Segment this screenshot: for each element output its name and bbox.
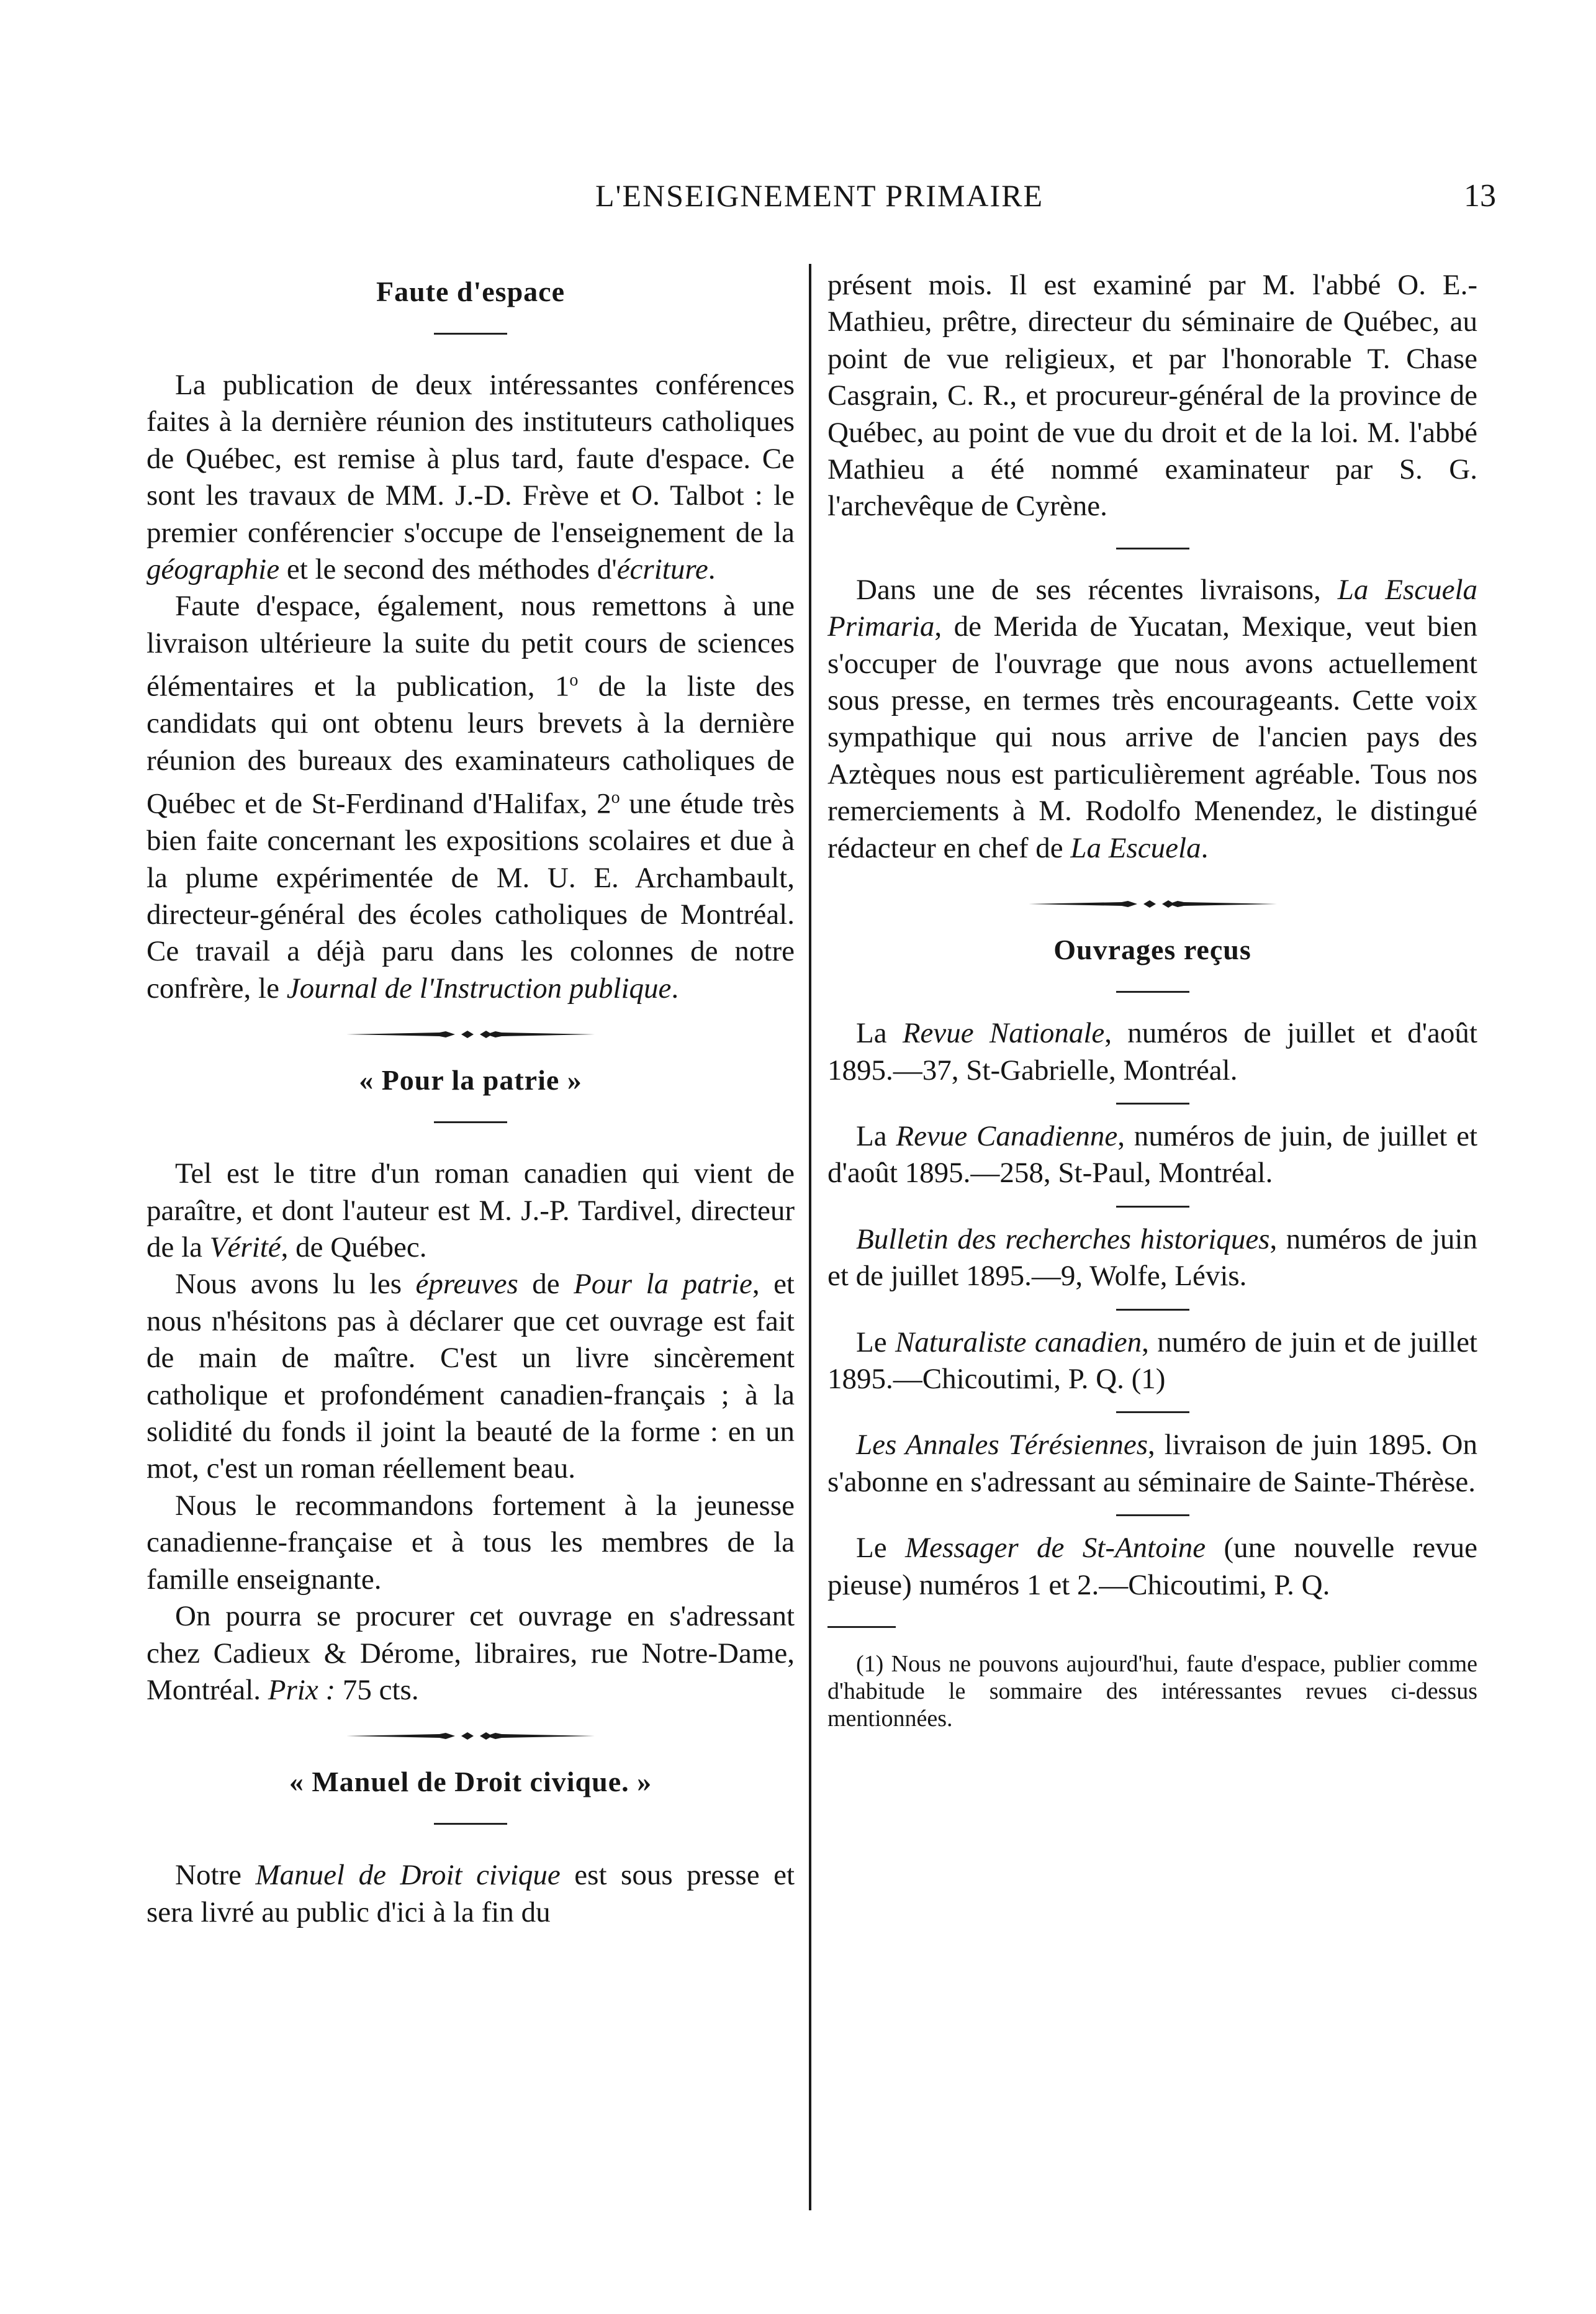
patrie-paragraph-4 (147, 1598, 795, 1709)
italic-run: Messager de St-Antoine (904, 1532, 1206, 1565)
section-heading-ouvrages: Ouvrages reçus (1053, 934, 1251, 966)
text-run: Le (856, 1532, 905, 1565)
text-run: 75 cts. (335, 1673, 419, 1706)
text-run: , de Merida de Yucatan, Mexique, veut bien s'occuper de l'ouvrage que nous avons actuellement sous presse, en termes très encourageants. Cette voix sympathique qui nous arrive de l'ancien pays des Aztèques nous est particulièrement agréable. Tous nos remerciements à M. Rodolfo Menendez, le distingué rédacteur en chef de (827, 610, 1477, 864)
italic-run: Prix : (268, 1673, 336, 1706)
italic-run: écriture (616, 553, 708, 586)
ouvrage-item (827, 1118, 1477, 1192)
text-run: Tel est le titre d'un roman canadien qui vient de paraître, et dont l'auteur est M. J.-P. Tardivel, directeur de la (147, 1157, 795, 1264)
patrie-paragraph-3: Nous le recommandons fortement à la jeunesse canadienne-française et à tous les membres de la famille enseignante. (147, 1489, 795, 1596)
page-number: 13 (1464, 178, 1496, 214)
ornament-divider (1029, 899, 1277, 909)
text-run: . (1201, 831, 1209, 864)
section-manuel-droit-civique (147, 1763, 795, 1931)
escuela-paragraph (827, 572, 1477, 867)
italic-run: géographie (147, 553, 280, 586)
section-ouvrages-recus (827, 931, 1477, 1604)
text-run: . (708, 553, 716, 586)
italic-run: Journal de l'Instruction publique (286, 972, 672, 1005)
text-run: . (671, 972, 679, 1005)
ouvrage-item (827, 1427, 1477, 1501)
ouvrage-item (827, 1530, 1477, 1604)
italic-run: Revue Canadienne (896, 1119, 1118, 1152)
text-run: , numéros de juin, de juillet et d'août 1895.—258, St-Paul, Montréal. (827, 1119, 1477, 1190)
italic-run: Naturaliste canadien (895, 1326, 1142, 1358)
text-run: , et nous n'hésitons pas à déclarer que cet ouvrage est fait de main de maître. C'est un livre sincèrement catholique et profondément canadien-français ; à la solidité du fonds il joint la beauté de la forme : en un mot, c'est un roman réellement beau. (147, 1268, 795, 1485)
text-run: (une nouvelle revue pieuse) numéros 1 et 2.—Chicoutimi, P. Q. (827, 1532, 1477, 1601)
faute-paragraph-1 (147, 367, 795, 588)
footnote (827, 1650, 1477, 1732)
text-run: , numéros de juin et de juillet 1895.—9, Wolfe, Lévis. (827, 1223, 1477, 1293)
section-heading-patrie: « Pour la patrie » (359, 1064, 582, 1096)
patrie-paragraph-2 (147, 1266, 795, 1487)
italic-run: épreuves (415, 1268, 518, 1301)
superscript: o (611, 788, 620, 808)
right-column (827, 267, 1477, 1732)
text-run: et le second des méthodes d' (279, 553, 617, 586)
text-run: On pourra se procurer cet ouvrage en s'adressant chez Cadieux & Dérome, libraires, rue Notre-Dame, Montréal. (147, 1600, 795, 1706)
text-run: La publication de deux intéressantes conférences faites à la dernière réunion des instituteurs catholiques de Québec, est remise à plus tard, faute d'espace. Ce sont les travaux de MM. J.-D. Frève et O. Talbot : le premier conférencier s'occupe de l'enseignement de la (147, 369, 795, 549)
footnote-text: (1) Nous ne pouvons aujourd'hui, faute d'espace, publier comme d'habitude le sommaire des intéressantes revues ci-dessus mentionnées. (827, 1650, 1477, 1732)
patrie-paragraph-1 (147, 1155, 795, 1266)
column-divider (809, 264, 811, 2210)
section-faute-espace (147, 267, 795, 1007)
text-run: , de Québec. (281, 1231, 427, 1264)
italic-run: Bulletin des recherches historiques (856, 1223, 1270, 1255)
text-run: Nous avons lu les (175, 1268, 416, 1301)
text-run: La (856, 1119, 896, 1152)
ornament-divider (346, 1731, 595, 1741)
italic-run: Revue Nationale (902, 1017, 1105, 1050)
text-run: de la liste des candidats qui ont obtenu leurs brevets à la dernière réunion des bureaux des examinateurs catholiques de Québec et de St-Ferdinand d'Halifax, 2 (147, 670, 795, 820)
italic-run: Vérité (209, 1231, 281, 1264)
left-column (147, 267, 795, 1931)
italic-run: Pour la patrie (574, 1268, 752, 1301)
text-run: , numéros de juillet et d'août 1895.—37, St-Gabrielle, Montréal. (827, 1017, 1477, 1087)
ouvrage-item (827, 1221, 1477, 1295)
text-run: Dans une de ses récentes livraisons, (856, 573, 1338, 606)
section-heading-manuel: « Manuel de Droit civique. » (289, 1766, 652, 1798)
running-head (143, 173, 1496, 222)
superscript: o (569, 671, 579, 690)
text-run: La (856, 1017, 903, 1050)
text-run: de (518, 1268, 574, 1301)
text-run: une étude très bien faite concernant les expositions scolaires et due à la plume expérimentée de M. U. E. Archambault, directeur-général des écoles catholiques de Montréal. Ce travail a déjà paru dans les colonnes de notre confrère, le (147, 787, 795, 1005)
italic-run: Manuel de Droit civique (255, 1859, 561, 1892)
section-heading-faute: Faute d'espace (376, 276, 565, 307)
faute-paragraph-2 (147, 588, 795, 1007)
text-run: Notre (175, 1859, 256, 1892)
text-run: , livraison de juin 1895. On s'abonne en s'adressant au séminaire de Sainte-Thérèse. (827, 1429, 1477, 1498)
manuel-paragraph-1 (147, 1857, 795, 1931)
text-run: est sous presse et sera livré au public d'ici à la fin du (147, 1859, 795, 1928)
section-pour-la-patrie (147, 1062, 795, 1709)
ornament-divider (346, 1029, 595, 1039)
running-title: L'ENSEIGNEMENT PRIMAIRE (595, 178, 1044, 213)
ouvrage-item (827, 1324, 1477, 1398)
text-run: Faute d'espace, également, nous remettons à une livraison ultérieure la suite du petit cours de sciences élémentaires et la publication, 1 (147, 590, 795, 703)
italic-run: La Escuela (1070, 831, 1201, 864)
manuel-continuation-paragraph: présent mois. Il est examiné par M. l'abbé O. E.-Mathieu, prêtre, directeur du séminaire de Québec, au point de vue religieux, et par l'honorable T. Chase Casgrain, C. R., et procureur-général de la province de Québec, au point de vue du droit et de la loi. M. l'abbé Mathieu a été nommé examinateur par S. G. l'archevêque de Cyrène. (827, 269, 1477, 523)
ouvrage-item (827, 1015, 1477, 1089)
text-run: , numéro de juin et de juillet 1895.—Chicoutimi, P. Q. (1) (827, 1326, 1477, 1395)
italic-run: La Escuela Primaria (827, 573, 1478, 643)
italic-run: Les Annales Térésiennes (856, 1429, 1148, 1462)
text-run: Le (856, 1326, 895, 1358)
